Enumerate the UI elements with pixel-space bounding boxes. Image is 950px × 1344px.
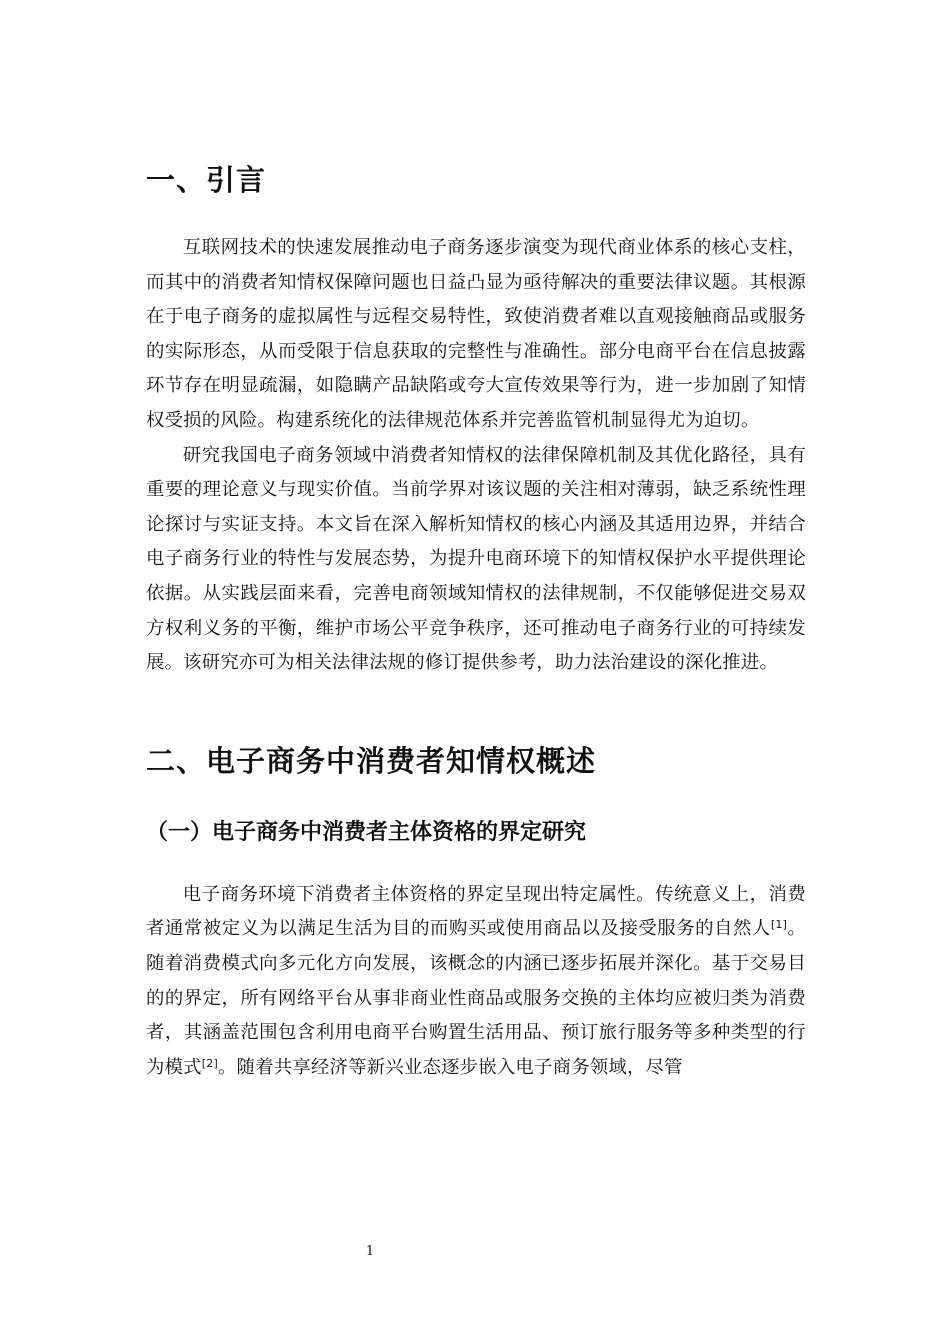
section-heading-introduction: 一、引言	[146, 163, 267, 197]
paragraph	[146, 878, 806, 1086]
text-run: 。随着消费模式向多元化方向发展，该概念的内涵已逐步拓展并深化。基于交易目的的界定，所有网络平台从事非商业性商品或服务交换的主体均应被归类为消费者，其涵盖范围包含利用电商平台购置生活用品、预订旅行服务等多种类型的行为模式	[146, 918, 806, 1078]
paragraph: 互联网技术的快速发展推动电子商务逐步演变为现代商业体系的核心支柱，而其中的消费者知情权保障问题也日益凸显为亟待解决的重要法律议题。其根源在于电子商务的虚拟属性与远程交易特性，致使消费者难以直观接触商品或服务的实际形态，从而受限于信息获取的完整性与准确性。部分电商平台在信息披露环节存在明显疏漏，如隐瞒产品缺陷或夸大宣传效果等行为，进一步加剧了知情权受损的风险。构建系统化的法律规范体系并完善监管机制显得尤为迫切。	[146, 237, 806, 431]
subsection-heading: （一）电子商务中消费者主体资格的界定研究	[146, 819, 587, 845]
page-number: 1	[365, 1244, 375, 1259]
text-run: 。随着共享经济等新兴业态逐步嵌入电子商务领域，尽管	[217, 1056, 683, 1078]
citation-2[interactable]: [2]	[201, 1056, 218, 1070]
section-overview	[146, 739, 806, 1086]
section-heading-overview: 二、电子商务中消费者知情权概述	[146, 743, 597, 778]
citation-1[interactable]: [1]	[770, 918, 788, 932]
section-introduction	[146, 158, 806, 681]
page-content	[146, 158, 806, 1085]
text-run: 电子商务环境下消费者主体资格的界定呈现出特定属性。传统意义上，消费者通常被定义为以满足生活为目的而购买或使用商品以及接受服务的自然人	[146, 883, 806, 940]
paragraph: 研究我国电子商务领域中消费者知情权的法律保障机制及其优化路径，具有重要的理论意义与现实价值。当前学界对该议题的关注相对薄弱，缺乏系统性理论探讨与实证支持。本文旨在深入解析知情权的核心内涵及其适用边界，并结合电子商务行业的特性与发展态势，为提升电商环境下的知情权保护水平提供理论依据。从实践层面来看，完善电商领域知情权的法律规制，不仅能够促进交易双方权利义务的平衡，维护市场公平竞争秩序，还可推动电子商务行业的可持续发展。该研究亦可为相关法律法规的修订提供参考，助力法治建设的深化推进。	[146, 444, 806, 674]
